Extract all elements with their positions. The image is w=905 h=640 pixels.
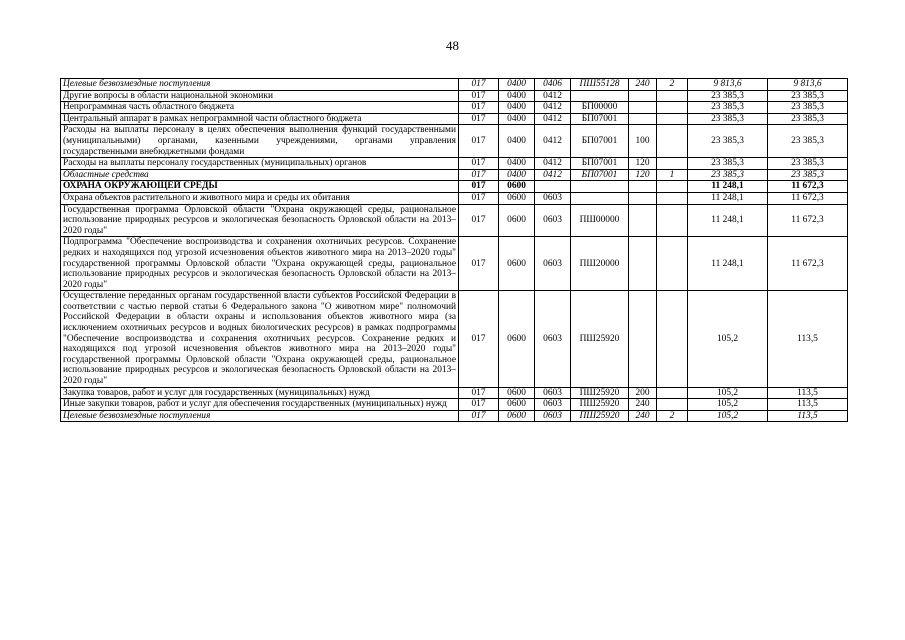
ministry-code-cell: 017 [459,192,499,204]
section-code-cell: 0400 [499,113,535,125]
source-code-cell [657,204,688,237]
ministry-code-cell: 017 [459,158,499,170]
amount-year1-cell: 23 385,3 [688,158,768,170]
table-row [61,181,848,193]
target-article-cell: БП07001 [571,125,629,158]
table-row [61,79,848,91]
row-name-cell: Целевые безвозмездные поступления [61,79,459,91]
subsection-code-cell: 0603 [535,237,571,291]
row-name-cell: Центральный аппарат в рамках непрограммной части областного бюджета [61,113,459,125]
amount-year2-cell: 11 672,3 [768,204,848,237]
target-article-cell [571,90,629,102]
expense-type-cell [629,181,657,193]
ministry-code-cell: 017 [459,237,499,291]
ministry-code-cell: 017 [459,125,499,158]
ministry-code-cell: 017 [459,113,499,125]
ministry-code-cell: 017 [459,387,499,399]
target-article-cell [571,192,629,204]
subsection-code-cell: 0603 [535,204,571,237]
ministry-code-cell: 017 [459,204,499,237]
subsection-code-cell: 0603 [535,291,571,387]
ministry-code-cell: 017 [459,79,499,91]
source-code-cell [657,90,688,102]
ministry-code-cell: 017 [459,399,499,411]
table-row [61,237,848,291]
row-name-cell: Расходы на выплаты персоналу в целях обеспечения выполнения функций государственными (муниципальными) органами, казенными учреждениями, органами управления государственными внебюджетными фондами [61,125,459,158]
amount-year2-cell: 9 813,6 [768,79,848,91]
expense-type-cell [629,291,657,387]
ministry-code-cell: 017 [459,90,499,102]
table-row [61,125,848,158]
source-code-cell [657,113,688,125]
section-code-cell: 0600 [499,410,535,422]
row-name-cell: Охрана объектов растительного и животного мира и среды их обитания [61,192,459,204]
source-code-cell [657,102,688,114]
target-article-cell: ПШ25920 [571,291,629,387]
section-code-cell: 0600 [499,399,535,411]
amount-year1-cell: 105,2 [688,399,768,411]
target-article-cell: ПШ20000 [571,237,629,291]
page-number: 48 [446,38,459,53]
source-code-cell [657,181,688,193]
ministry-code-cell: 017 [459,291,499,387]
table-row [61,90,848,102]
section-code-cell: 0400 [499,90,535,102]
section-code-cell: 0400 [499,79,535,91]
expense-type-cell: 200 [629,387,657,399]
source-code-cell: 2 [657,79,688,91]
amount-year1-cell: 105,2 [688,410,768,422]
target-article-cell: ПШ25920 [571,399,629,411]
amount-year2-cell: 113,5 [768,387,848,399]
section-code-cell: 0400 [499,169,535,181]
target-article-cell: БП00000 [571,102,629,114]
expense-type-cell: 240 [629,399,657,411]
source-code-cell: 1 [657,169,688,181]
row-name-cell: Непрограммная часть областного бюджета [61,102,459,114]
section-code-cell: 0600 [499,192,535,204]
expense-type-cell: 100 [629,125,657,158]
amount-year2-cell: 113,5 [768,291,848,387]
target-article-cell [571,181,629,193]
row-name-cell: Другие вопросы в области национальной экономики [61,90,459,102]
table-row [61,158,848,170]
row-name-cell: Подпрограмма "Обеспечение воспроизводства и сохранения охотничьих ресурсов. Сохранение редких и находящихся под угрозой исчезновения объектов животного мира на 2013–2020 годы" государственной программы Орловской области "Охрана окружающей среды, рациональное использование природных ресурсов и экологическая безопасность Орловской области на 2013–2020 годы" [61,237,459,291]
subsection-code-cell: 0412 [535,90,571,102]
table-row [61,387,848,399]
subsection-code-cell: 0412 [535,113,571,125]
subsection-code-cell: 0406 [535,79,571,91]
section-code-cell: 0600 [499,291,535,387]
subsection-code-cell: 0603 [535,399,571,411]
subsection-code-cell [535,181,571,193]
table-row [61,113,848,125]
subsection-code-cell: 0412 [535,102,571,114]
amount-year1-cell: 23 385,3 [688,125,768,158]
expense-type-cell: 120 [629,169,657,181]
section-code-cell: 0400 [499,125,535,158]
subsection-code-cell: 0603 [535,192,571,204]
source-code-cell [657,192,688,204]
table-row [61,192,848,204]
amount-year2-cell: 23 385,3 [768,169,848,181]
source-code-cell [657,291,688,387]
amount-year2-cell: 113,5 [768,399,848,411]
source-code-cell [657,125,688,158]
target-article-cell: ПШ25920 [571,410,629,422]
table-row [61,291,848,387]
table-row [61,102,848,114]
source-code-cell: 2 [657,410,688,422]
expense-type-cell [629,102,657,114]
expense-type-cell [629,90,657,102]
ministry-code-cell: 017 [459,410,499,422]
amount-year1-cell: 11 248,1 [688,192,768,204]
section-code-cell: 0400 [499,102,535,114]
source-code-cell [657,387,688,399]
amount-year1-cell: 23 385,3 [688,169,768,181]
source-code-cell [657,158,688,170]
amount-year1-cell: 23 385,3 [688,102,768,114]
expense-type-cell [629,237,657,291]
subsection-code-cell: 0412 [535,169,571,181]
row-name-cell: Областные средства [61,169,459,181]
amount-year2-cell: 11 672,3 [768,181,848,193]
section-code-cell: 0600 [499,181,535,193]
amount-year2-cell: 23 385,3 [768,125,848,158]
amount-year1-cell: 11 248,1 [688,204,768,237]
row-name-cell: Государственная программа Орловской области "Охрана окружающей среды, рациональное использование природных ресурсов и экологическая безопасность Орловской области на 2013–2020 годы" [61,204,459,237]
ministry-code-cell: 017 [459,181,499,193]
amount-year2-cell: 23 385,3 [768,102,848,114]
budget-table [60,78,848,422]
amount-year2-cell: 23 385,3 [768,158,848,170]
target-article-cell: БП07001 [571,113,629,125]
subsection-code-cell: 0603 [535,410,571,422]
target-article-cell: ПШ00000 [571,204,629,237]
source-code-cell [657,237,688,291]
amount-year1-cell: 23 385,3 [688,113,768,125]
amount-year1-cell: 11 248,1 [688,237,768,291]
subsection-code-cell: 0412 [535,125,571,158]
amount-year2-cell: 113,5 [768,410,848,422]
amount-year1-cell: 105,2 [688,291,768,387]
section-code-cell: 0600 [499,204,535,237]
row-name-cell: Целевые безвозмездные поступления [61,410,459,422]
target-article-cell: БП07001 [571,158,629,170]
amount-year1-cell: 9 813,6 [688,79,768,91]
subsection-code-cell: 0412 [535,158,571,170]
amount-year1-cell: 105,2 [688,387,768,399]
amount-year2-cell: 23 385,3 [768,90,848,102]
target-article-cell: БП07001 [571,169,629,181]
row-name-cell: Иные закупки товаров, работ и услуг для обеспечения государственных (муниципальных) нужд [61,399,459,411]
table-row [61,410,848,422]
table-row [61,204,848,237]
expense-type-cell: 240 [629,410,657,422]
table-row [61,399,848,411]
row-name-cell: ОХРАНА ОКРУЖАЮЩЕЙ СРЕДЫ [61,181,459,193]
row-name-cell: Закупка товаров, работ и услуг для государственных (муниципальных) нужд [61,387,459,399]
amount-year2-cell: 11 672,3 [768,192,848,204]
expense-type-cell [629,113,657,125]
amount-year1-cell: 23 385,3 [688,90,768,102]
section-code-cell: 0600 [499,387,535,399]
row-name-cell: Осуществление переданных органам государственной власти субъектов Российской Федерации в соответствии с частью первой статьи 6 Федерального закона "О животном мире" полномочий Российской Федерации в области охраны и использования объектов животного мира (за исключением охотничьих ресурсов и водных биологических ресурсов) в рамках подпрограммы "Обеспечение воспроизводства и сохранения охотничьих ресурсов. Сохранение редких и находящихся под угрозой исчезновения объектов животного мира на 2013–2020 годы" государственной программы Орловской области "Охрана окружающей среды, рациональное использование природных ресурсов и экологическая безопасность Орловской области на 2013–2020 годы" [61,291,459,387]
section-code-cell: 0400 [499,158,535,170]
ministry-code-cell: 017 [459,169,499,181]
expense-type-cell [629,192,657,204]
target-article-cell: ПШ25920 [571,387,629,399]
table-body [61,79,848,422]
subsection-code-cell: 0603 [535,387,571,399]
table-row [61,169,848,181]
row-name-cell: Расходы на выплаты персоналу государственных (муниципальных) органов [61,158,459,170]
section-code-cell: 0600 [499,237,535,291]
amount-year1-cell: 11 248,1 [688,181,768,193]
ministry-code-cell: 017 [459,102,499,114]
target-article-cell: ПШ55128 [571,79,629,91]
expense-type-cell: 240 [629,79,657,91]
amount-year2-cell: 11 672,3 [768,237,848,291]
expense-type-cell [629,204,657,237]
source-code-cell [657,399,688,411]
expense-type-cell: 120 [629,158,657,170]
amount-year2-cell: 23 385,3 [768,113,848,125]
